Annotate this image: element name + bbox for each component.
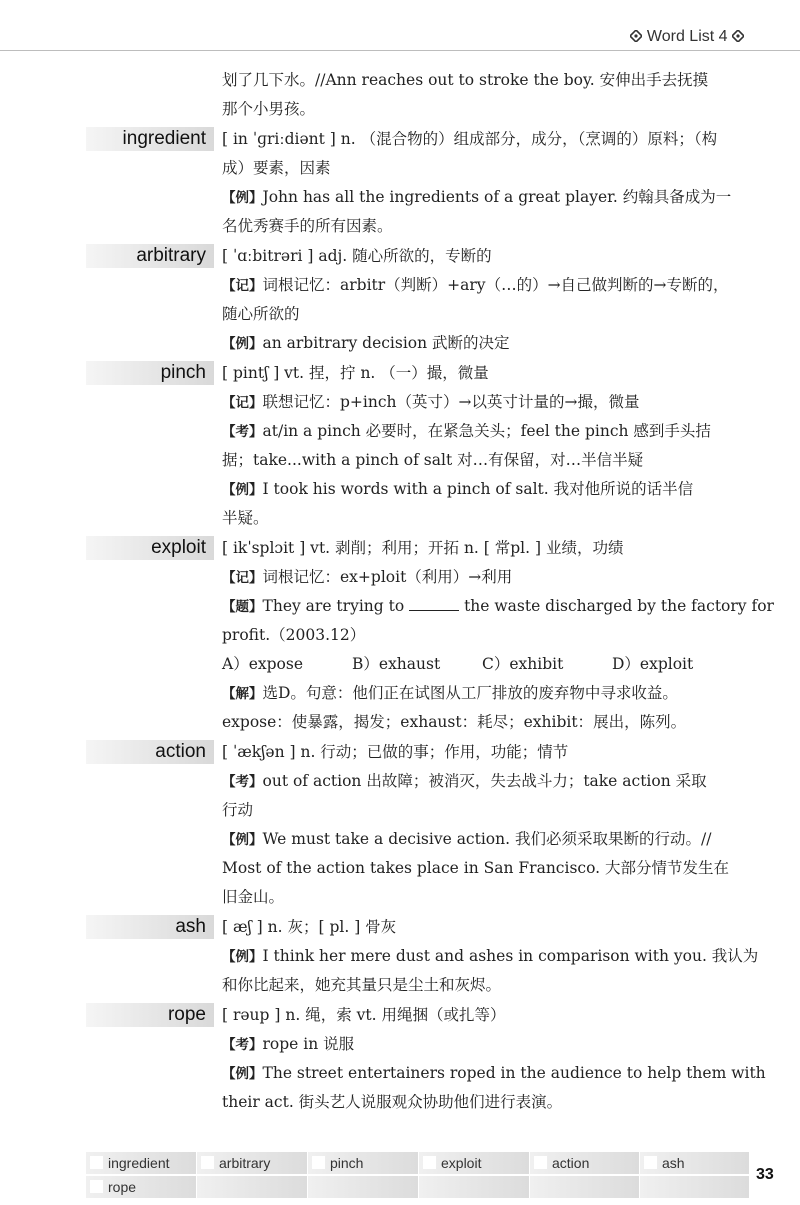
checkbox[interactable] (90, 1156, 103, 1169)
tag-test: 【考】 (222, 424, 263, 440)
text-line (0, 475, 800, 504)
pronunciation-definition: [ rəup ] n. 绳，索 vt. 用绳捆（或扎等） (222, 1006, 506, 1024)
checklist-empty (197, 1176, 308, 1198)
line-text: Most of the action takes place in San Francisco. 大部分情节发生在 (222, 859, 729, 877)
line-text: 词根记忆：arbitr（判断）+ary（…的）→自己做判断的→专断的， (262, 276, 729, 294)
tag-question: 【题】 (222, 599, 263, 615)
tag-example: 【例】 (222, 832, 263, 848)
checkbox[interactable] (90, 1180, 103, 1193)
review-checklist (86, 1152, 750, 1200)
fill-blank (409, 610, 459, 611)
headword-pinch: pinch (160, 362, 206, 383)
headword-bar (86, 127, 214, 151)
tag-memory: 【记】 (222, 570, 263, 586)
entry-rope (0, 1001, 800, 1030)
line-text: profit.（2003.12） (222, 626, 366, 644)
checkbox[interactable] (534, 1156, 547, 1169)
checklist-empty (530, 1176, 640, 1198)
checklist-label: pinch (330, 1155, 364, 1171)
line-text: 半疑。 (222, 509, 269, 527)
option-d: D）exploit (612, 655, 694, 673)
entry-action (0, 738, 800, 767)
pronunciation-definition: [ ˈækʃən ] n. 行动；已做的事；作用，功能；情节 (222, 743, 569, 761)
checklist-empty (640, 1176, 750, 1198)
text-line (0, 679, 800, 708)
header-title (622, 28, 752, 46)
text-line (0, 388, 800, 417)
text-line (0, 1059, 800, 1088)
line-text: 名优秀赛手的所有因素。 (222, 217, 393, 235)
checklist-item[interactable] (308, 1152, 419, 1174)
line-text: We must take a decisive action. 我们必须采取果断的行动。// (262, 830, 712, 848)
option-a: A）expose (222, 655, 303, 673)
line-text: 成）要素，因素 (222, 159, 331, 177)
diamond-right-icon (732, 30, 744, 42)
checklist-item[interactable] (197, 1152, 308, 1174)
entry-ingredient (0, 125, 800, 154)
text-line (0, 212, 800, 242)
text-line (0, 883, 800, 913)
entry-pinch (0, 359, 800, 388)
entry-content (0, 66, 800, 1117)
text-line (0, 708, 800, 738)
line-text: out of action 出故障；被消灭，失去战斗力；take action 采取 (262, 772, 707, 790)
tag-example: 【例】 (222, 482, 263, 498)
text-line (0, 154, 800, 183)
tag-example: 【例】 (222, 190, 263, 206)
headword-arbitrary: arbitrary (136, 245, 206, 266)
text-line (0, 767, 800, 796)
option-c: C）exhibit (482, 655, 564, 673)
text-line (0, 95, 800, 125)
headword-ingredient: ingredient (122, 128, 206, 149)
text-line (0, 504, 800, 534)
checkbox[interactable] (312, 1156, 325, 1169)
text-line (0, 271, 800, 300)
headword-bar (86, 536, 214, 560)
page-number: 33 (756, 1166, 774, 1183)
line-text: The street entertainers roped in the audience to help them with (262, 1064, 766, 1082)
text-line (0, 300, 800, 329)
pronunciation-definition: [ pintʃ ] vt. 捏，拧 n. （一）撮，微量 (222, 364, 489, 382)
line-text: expose：使暴露，揭发；exhaust：耗尽；exhibit：展出，陈列。 (222, 713, 687, 731)
page-header (0, 22, 800, 58)
line-text: 旧金山。 (222, 888, 285, 906)
pronunciation-definition: [ ikˈsplɔit ] vt. 剥削；利用；开拓 n. [ 常pl. ] 业绩，功绩 (222, 539, 624, 557)
line-text: 选D。句意：他们正在试图从工厂排放的废弃物中寻求收益。 (262, 684, 678, 702)
tag-example: 【例】 (222, 949, 263, 965)
headword-exploit: exploit (151, 537, 206, 558)
header-rule (0, 50, 800, 51)
line-text: I think her mere dust and ashes in comparison with you. 我认为 (262, 947, 759, 965)
text-line (0, 796, 800, 825)
headword-bar (86, 740, 214, 764)
text-line (0, 446, 800, 475)
tag-test: 【考】 (222, 774, 263, 790)
line-text: 联想记忆：p+inch（英寸）→以英寸计量的→撮，微量 (262, 393, 640, 411)
entry-exploit (0, 534, 800, 563)
headword-action: action (155, 741, 206, 762)
line-text: 划了几下水。//Ann reaches out to stroke the boy. 安伸出手去抚摸 (222, 71, 709, 89)
line-text: at/in a pinch 必要时，在紧急关头；feel the pinch 感到手头拮 (262, 422, 711, 440)
checklist-item[interactable] (640, 1152, 750, 1174)
line-text: 据；take...with a pinch of salt 对…有保留，对…半信半疑 (222, 451, 644, 469)
tag-memory: 【记】 (222, 278, 263, 294)
headword-bar (86, 1003, 214, 1027)
line-text: They are trying to (262, 597, 405, 615)
line-text: 随心所欲的 (222, 305, 300, 323)
checklist-item[interactable] (86, 1152, 197, 1174)
line-text: rope in 说服 (262, 1035, 355, 1053)
checklist-empty (419, 1176, 530, 1198)
headword-rope: rope (167, 1004, 206, 1025)
text-line (0, 942, 800, 971)
line-text: I took his words with a pinch of salt. 我对他所说的话半信 (262, 480, 694, 498)
entry-arbitrary (0, 242, 800, 271)
checklist-label: ingredient (108, 1155, 170, 1171)
checklist-empty (308, 1176, 419, 1198)
tag-example: 【例】 (222, 1066, 263, 1082)
line-text: the waste discharged by the factory for (464, 597, 774, 615)
checklist-item[interactable] (86, 1176, 197, 1198)
text-line (0, 417, 800, 446)
checklist-label: rope (108, 1179, 137, 1195)
headword-bar (86, 244, 214, 268)
text-line (0, 563, 800, 592)
tag-memory: 【记】 (222, 395, 263, 411)
text-line (0, 66, 800, 95)
pronunciation-definition: [ æʃ ] n. 灰；[ pl. ] 骨灰 (222, 918, 397, 936)
entry-ash (0, 913, 800, 942)
header-title-text: Word List 4 (646, 28, 728, 45)
pronunciation-definition: [ ˈɑːbitrəri ] adj. 随心所欲的，专断的 (222, 247, 492, 265)
text-line (0, 329, 800, 359)
line-text: John has all the ingredients of a great player. 约翰具备成为一 (262, 188, 732, 206)
text-line (0, 1030, 800, 1059)
checklist-label: ash (662, 1155, 685, 1171)
diamond-left-icon (630, 30, 642, 42)
text-line (0, 621, 800, 650)
checklist-item[interactable] (419, 1152, 530, 1174)
text-line (0, 825, 800, 854)
pronunciation-definition: [ in ˈɡriːdiənt ] n. （混合物的）组成部分，成分，（烹调的）原料；（构 (222, 130, 718, 148)
text-line (0, 183, 800, 212)
headword-bar (86, 361, 214, 385)
text-line (0, 592, 800, 621)
checklist-label: exploit (441, 1155, 482, 1171)
headword-ash: ash (175, 916, 206, 937)
line-text: their act. 街头艺人说服观众协助他们进行表演。 (222, 1093, 563, 1111)
line-text: an arbitrary decision 武断的决定 (262, 334, 510, 352)
checkbox[interactable] (644, 1156, 657, 1169)
line-text: 和你比起来，她充其量只是尘土和灰烬。 (222, 976, 502, 994)
checklist-label: action (552, 1155, 590, 1171)
tag-test: 【考】 (222, 1037, 263, 1053)
tag-explain: 【解】 (222, 686, 263, 702)
checkbox[interactable] (423, 1156, 436, 1169)
line-text: 行动 (222, 801, 254, 819)
checkbox[interactable] (201, 1156, 214, 1169)
option-b: B）exhaust (352, 655, 441, 673)
line-text: 词根记忆：ex+ploit（利用）→利用 (262, 568, 513, 586)
text-line (0, 971, 800, 1001)
checklist-item[interactable] (530, 1152, 640, 1174)
text-line (0, 854, 800, 883)
checklist-label: arbitrary (219, 1155, 271, 1171)
tag-example: 【例】 (222, 336, 263, 352)
line-text: 那个小男孩。 (222, 100, 316, 118)
options-line (0, 650, 800, 679)
headword-bar (86, 915, 214, 939)
text-line (0, 1088, 800, 1117)
